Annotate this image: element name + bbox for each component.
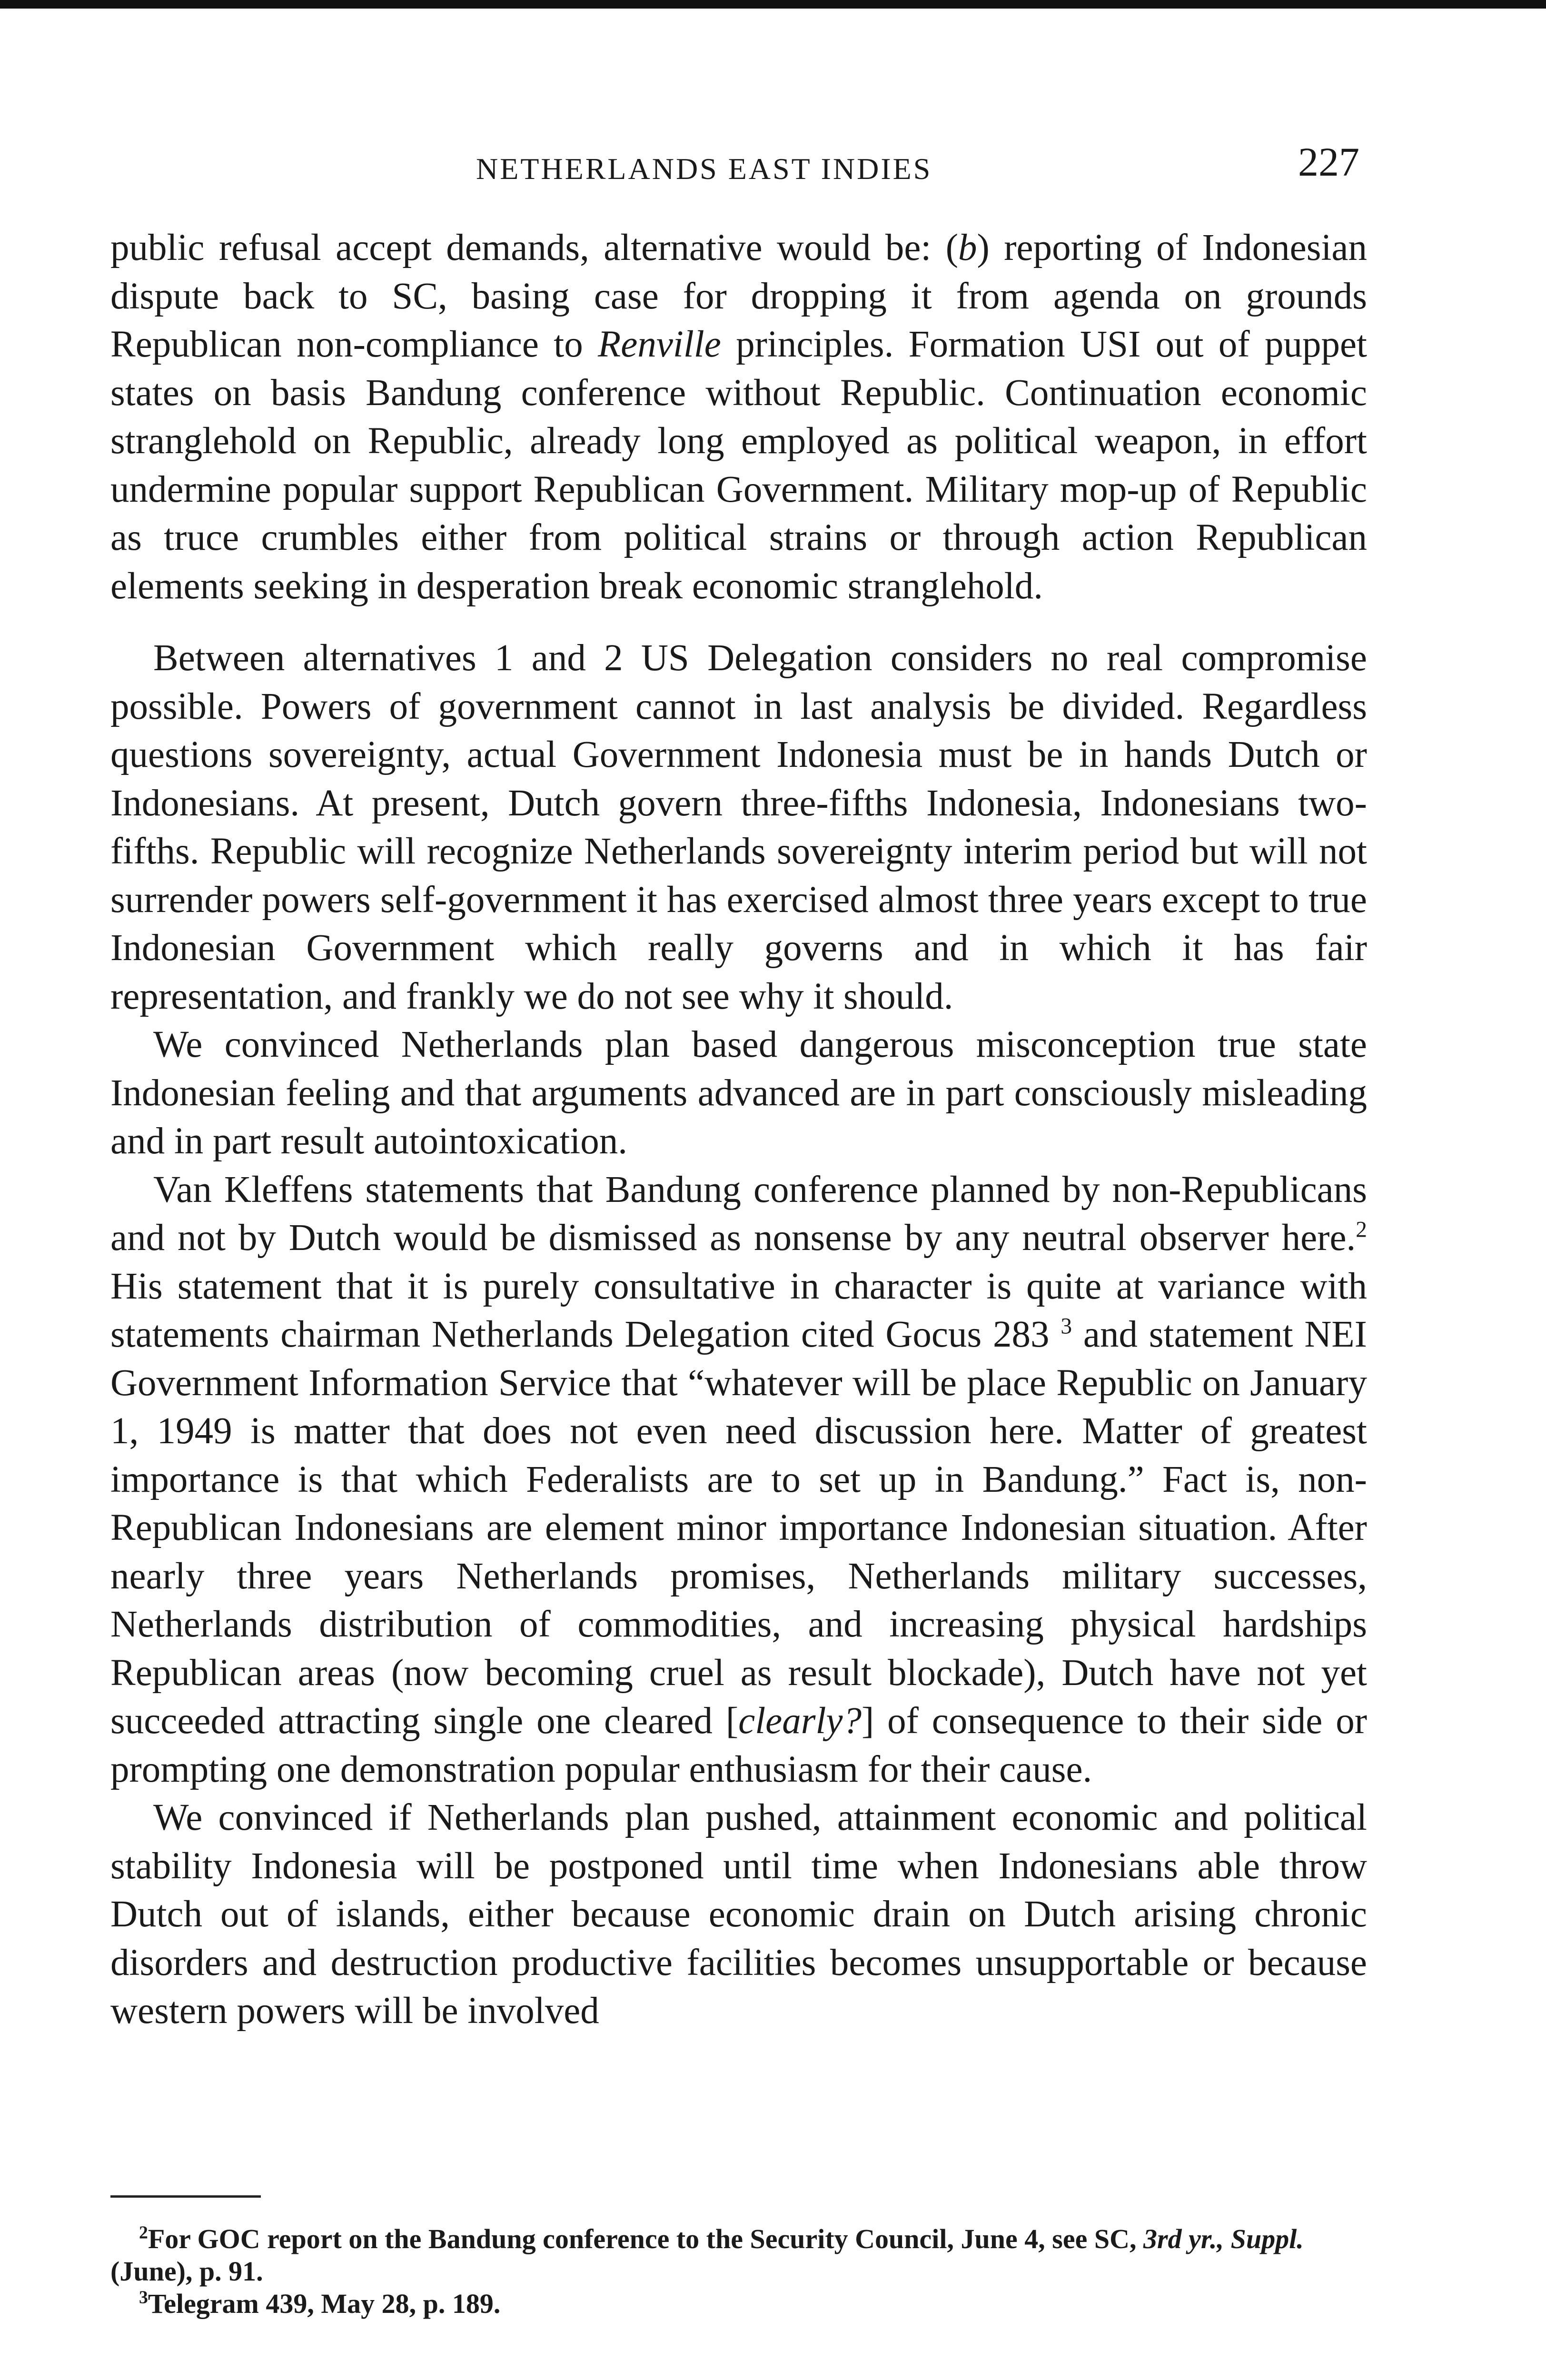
footnote-2-italic: 3rd yr., Suppl. bbox=[1143, 2223, 1304, 2254]
p4-text-c: and statement NEI Government Information Service that “whatever will be place Republic on January 1, 1949 is matter that does not even need discussion here. Matter of greatest importance is that which Federalists are to set up in Bandung.” Fact is, non-Republican Indonesians are element minor importance Indonesian situation. After nearly three years Netherlands promises, Netherlands military successes, Netherlands distribution of commodities, and increasing physical hardships Republican areas (now becoming cruel as result blockade), Dutch have not yet succeeded attracting single one cleared [ bbox=[110, 1314, 1367, 1742]
paragraph-5: We convinced if Netherlands plan pushed, attainment economic and political stability Indonesia will be postponed until time when Indonesians able throw Dutch out of islands, either because economic drain on Dutch arising chronic disorders and destruction productive facilities becomes unsupportable or because western powers will be involved bbox=[110, 1797, 1367, 2032]
p4-text-a: Van Kleffens statements that Bandung conference planned by non-Republicans and not by Dutch would be dismissed as nonsense by any neutral observer here. bbox=[110, 1169, 1367, 1259]
p4-text-b: His statement that it is purely consultative in character is quite at variance with statements chairman Netherlands Delegation cited Gocus 283 bbox=[110, 1265, 1367, 1355]
paragraph-4 bbox=[110, 1166, 1367, 1794]
p1-text-c: ) reporting of Indonesian dispute back to SC, basing case for dropping it from agenda on grounds Republican non-compliance to bbox=[110, 227, 1367, 365]
footnote-2 bbox=[110, 2223, 1367, 2288]
p1-italic-b: b bbox=[958, 227, 977, 268]
footnote-2-text-c: (June), p. 91. bbox=[110, 2256, 263, 2287]
footnote-2-text-a: For GOC report on the Bandung conference to the Security Council, June 4, see SC, bbox=[148, 2223, 1143, 2254]
running-head: NETHERLANDS EAST INDIES bbox=[476, 152, 932, 186]
p4-text-e: ] of consequence to their side or prompting one demonstration popular enthusiasm for their cause. bbox=[110, 1700, 1367, 1790]
footnote-3-mark: 3 bbox=[139, 2287, 148, 2308]
footnote-3 bbox=[110, 2288, 1367, 2320]
p1-text-a: public refusal accept demands, alternative would be: ( bbox=[110, 227, 959, 268]
top-edge-rule bbox=[0, 0, 1546, 9]
p1-italic-renville: Renville bbox=[598, 324, 721, 365]
footnote-2-mark: 2 bbox=[139, 2222, 148, 2243]
footnote-ref-3: 3 bbox=[1060, 1314, 1072, 1339]
footnotes bbox=[110, 2223, 1367, 2320]
paragraph-3: We convinced Netherlands plan based dangerous misconception true state Indonesian feeling and that arguments advanced are in part consciously misleading and in part result autointoxication. bbox=[110, 1024, 1367, 1162]
footnote-divider bbox=[110, 2195, 261, 2198]
main-text bbox=[110, 224, 1367, 2035]
footnote-ref-2: 2 bbox=[1356, 1217, 1367, 1242]
footnote-3-text: Telegram 439, May 28, p. 189. bbox=[148, 2288, 501, 2319]
page-number: 227 bbox=[1298, 139, 1359, 185]
p1-text-e: principles. Formation USI out of puppet states on basis Bandung conference without Republic. Continuation economic stranglehold on Republic, already long employed as political weapon, in effort undermine popular support Republican Government. Military mop-up of Republic as truce crumbles either from political strains or through action Republican elements seeking in desperation break economic stranglehold. bbox=[110, 324, 1367, 607]
p4-italic-clearly: clearly? bbox=[738, 1700, 862, 1742]
paragraph-2: Between alternatives 1 and 2 US Delegation considers no real compromise possible. Powers of government cannot in last analysis be divided. Regardless questions sovereignty, actual Government Indonesia must be in hands Dutch or Indonesians. At present, Dutch govern three-fifths Indonesia, Indonesians two-fifths. Republic will recognize Netherlands sovereignty interim period but will not surrender powers self-government it has exercised almost three years except to true Indonesian Government which really governs and in which it has fair representation, and frankly we do not see why it should. bbox=[110, 637, 1367, 1017]
paragraph-1 bbox=[110, 224, 1367, 610]
